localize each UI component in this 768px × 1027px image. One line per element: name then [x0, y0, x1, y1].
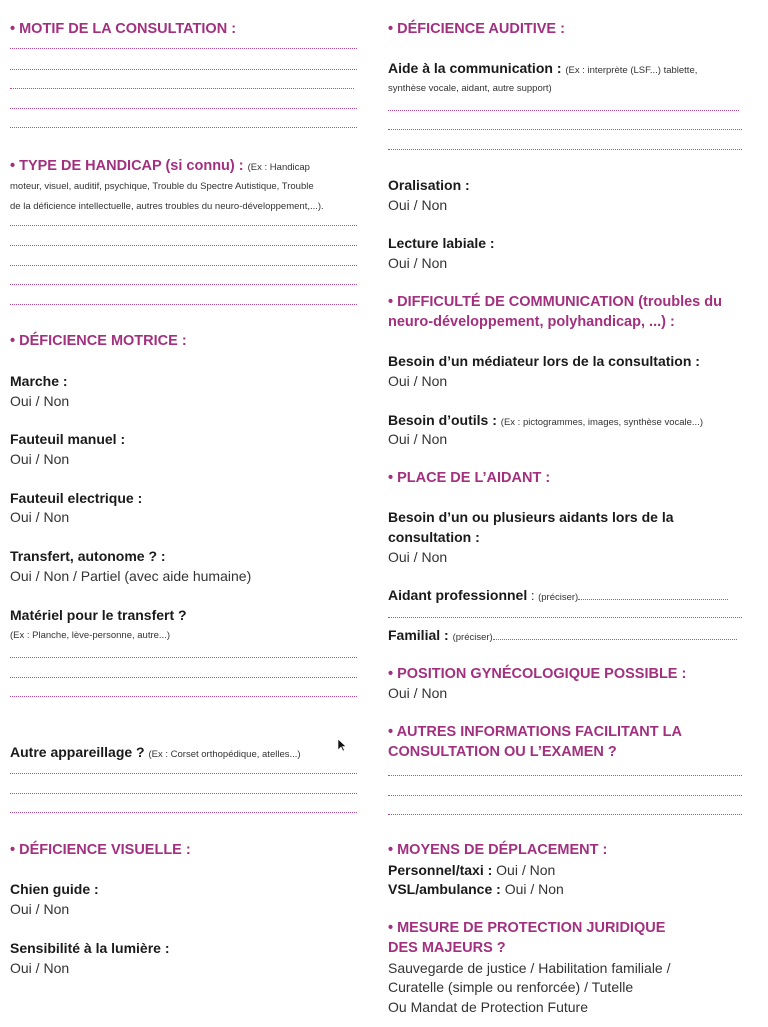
- field-label: Besoin d’outils : (Ex : pictogrammes, images, synthèse vocale...): [388, 412, 703, 428]
- fill-line[interactable]: [10, 773, 357, 774]
- section-title-aidant: • PLACE DE L’AIDANT :: [388, 470, 551, 486]
- field-value[interactable]: Oui / Non: [10, 901, 70, 917]
- fill-line[interactable]: [10, 88, 354, 89]
- fill-line[interactable]: [10, 69, 357, 70]
- field-label: Transfert, autonome ? :: [10, 548, 166, 564]
- fill-line[interactable]: [388, 149, 742, 150]
- field-label: Besoin d’un médiateur lors de la consultation :: [388, 353, 700, 369]
- section-title-communication-2: neuro-développement, polyhandicap, ...) :: [388, 314, 675, 330]
- field-value[interactable]: Oui / Non: [388, 197, 448, 213]
- field-row-taxi: Personnel/taxi : Oui / Non: [388, 862, 556, 878]
- field-label: Sensibilité à la lumière :: [10, 940, 170, 956]
- fill-line[interactable]: [578, 599, 728, 600]
- field-label: consultation :: [388, 529, 480, 545]
- example-text: moteur, visuel, auditif, psychique, Trouble du Spectre Autistique, Trouble: [10, 181, 314, 192]
- section-title-type-handicap: • TYPE DE HANDICAP (si connu) : (Ex : Handicap: [10, 158, 310, 174]
- field-value[interactable]: Oui / Non: [388, 255, 448, 271]
- field-value[interactable]: Oui / Non: [10, 509, 70, 525]
- field-value[interactable]: Oui / Non: [500, 881, 564, 897]
- field-value[interactable]: Oui / Non: [388, 685, 448, 701]
- field-label: Fauteuil electrique :: [10, 490, 143, 506]
- field-label: Fauteuil manuel :: [10, 431, 126, 447]
- field-value[interactable]: Oui / Non: [10, 393, 70, 409]
- section-title-gyneco: • POSITION GYNÉCOLOGIQUE POSSIBLE :: [388, 666, 687, 682]
- fill-line[interactable]: [10, 225, 357, 226]
- field-label: Besoin d’un ou plusieurs aidants lors de la: [388, 509, 674, 525]
- field-label-familial: Familial : (préciser): [388, 625, 744, 648]
- field-value[interactable]: Oui / Non: [388, 373, 448, 389]
- field-value[interactable]: Oui / Non: [388, 549, 448, 565]
- section-title-motif: • MOTIF DE LA CONSULTATION :: [10, 21, 237, 37]
- section-title-deplacement: • MOYENS DE DÉPLACEMENT :: [388, 842, 608, 858]
- fill-line[interactable]: [10, 677, 357, 678]
- option-text[interactable]: Sauvegarde de justice / Habilitation familiale /: [388, 960, 671, 976]
- fill-line[interactable]: [10, 812, 357, 813]
- fill-line[interactable]: [388, 775, 742, 776]
- fill-line[interactable]: [10, 48, 357, 49]
- field-value[interactable]: Oui / Non: [492, 862, 556, 878]
- fill-line[interactable]: [10, 657, 357, 658]
- section-title-autres: • AUTRES INFORMATIONS FACILITANT LA: [388, 724, 682, 740]
- fill-line[interactable]: [388, 110, 739, 111]
- field-label: Marche :: [10, 373, 68, 389]
- fill-line[interactable]: [388, 814, 742, 815]
- mouse-cursor-icon: [337, 738, 347, 752]
- field-value[interactable]: Oui / Non: [388, 431, 448, 447]
- section-title-motrice: • DÉFICIENCE MOTRICE :: [10, 333, 187, 349]
- option-text[interactable]: Curatelle (simple ou renforcée) / Tutelle: [388, 979, 634, 995]
- section-title-communication: • DIFFICULTÉ DE COMMUNICATION (troubles du: [388, 294, 722, 310]
- field-value[interactable]: Oui / Non: [10, 451, 70, 467]
- field-label: Aide à la communication : (Ex : interprète (LSF...) tablette,: [388, 60, 698, 76]
- fill-line[interactable]: [493, 639, 737, 640]
- fill-line[interactable]: [388, 617, 742, 618]
- fill-line[interactable]: [10, 265, 357, 266]
- fill-line[interactable]: [10, 284, 357, 285]
- section-title-protection: • MESURE DE PROTECTION JURIDIQUE: [388, 920, 666, 936]
- fill-line[interactable]: [10, 127, 357, 128]
- field-label: Lecture labiale :: [388, 235, 495, 251]
- example-text: de la déficience intellectuelle, autres troubles du neuro-développement,...).: [10, 201, 324, 212]
- field-row-vsl: VSL/ambulance : Oui / Non: [388, 881, 564, 897]
- field-label: Matériel pour le transfert ?: [10, 607, 187, 623]
- section-title-autres-2: CONSULTATION OU L’EXAMEN ?: [388, 744, 617, 760]
- section-title-protection-2: DES MAJEURS ?: [388, 940, 506, 956]
- fill-line[interactable]: [388, 129, 742, 130]
- fill-line[interactable]: [10, 245, 357, 246]
- field-label-aidant-pro: Aidant professionnel : (préciser): [388, 585, 744, 608]
- fill-line[interactable]: [10, 108, 357, 109]
- example-text: synthèse vocale, aidant, autre support): [388, 83, 552, 94]
- field-value[interactable]: Oui / Non / Partiel (avec aide humaine): [10, 568, 252, 584]
- field-label: Chien guide :: [10, 881, 99, 897]
- fill-line[interactable]: [10, 696, 357, 697]
- option-text[interactable]: Ou Mandat de Protection Future: [388, 999, 588, 1015]
- fill-line[interactable]: [10, 304, 357, 305]
- field-label: Oralisation :: [388, 177, 470, 193]
- fill-line[interactable]: [388, 795, 742, 796]
- section-title-auditive: • DÉFICIENCE AUDITIVE :: [388, 21, 565, 37]
- example-text: (Ex : Planche, lève-personne, autre...): [10, 630, 170, 641]
- section-title-visuelle: • DÉFICIENCE VISUELLE :: [10, 842, 191, 858]
- field-label: Autre appareillage ? (Ex : Corset orthopédique, atelles...): [10, 744, 301, 760]
- field-value[interactable]: Oui / Non: [10, 960, 70, 976]
- fill-line[interactable]: [10, 793, 357, 794]
